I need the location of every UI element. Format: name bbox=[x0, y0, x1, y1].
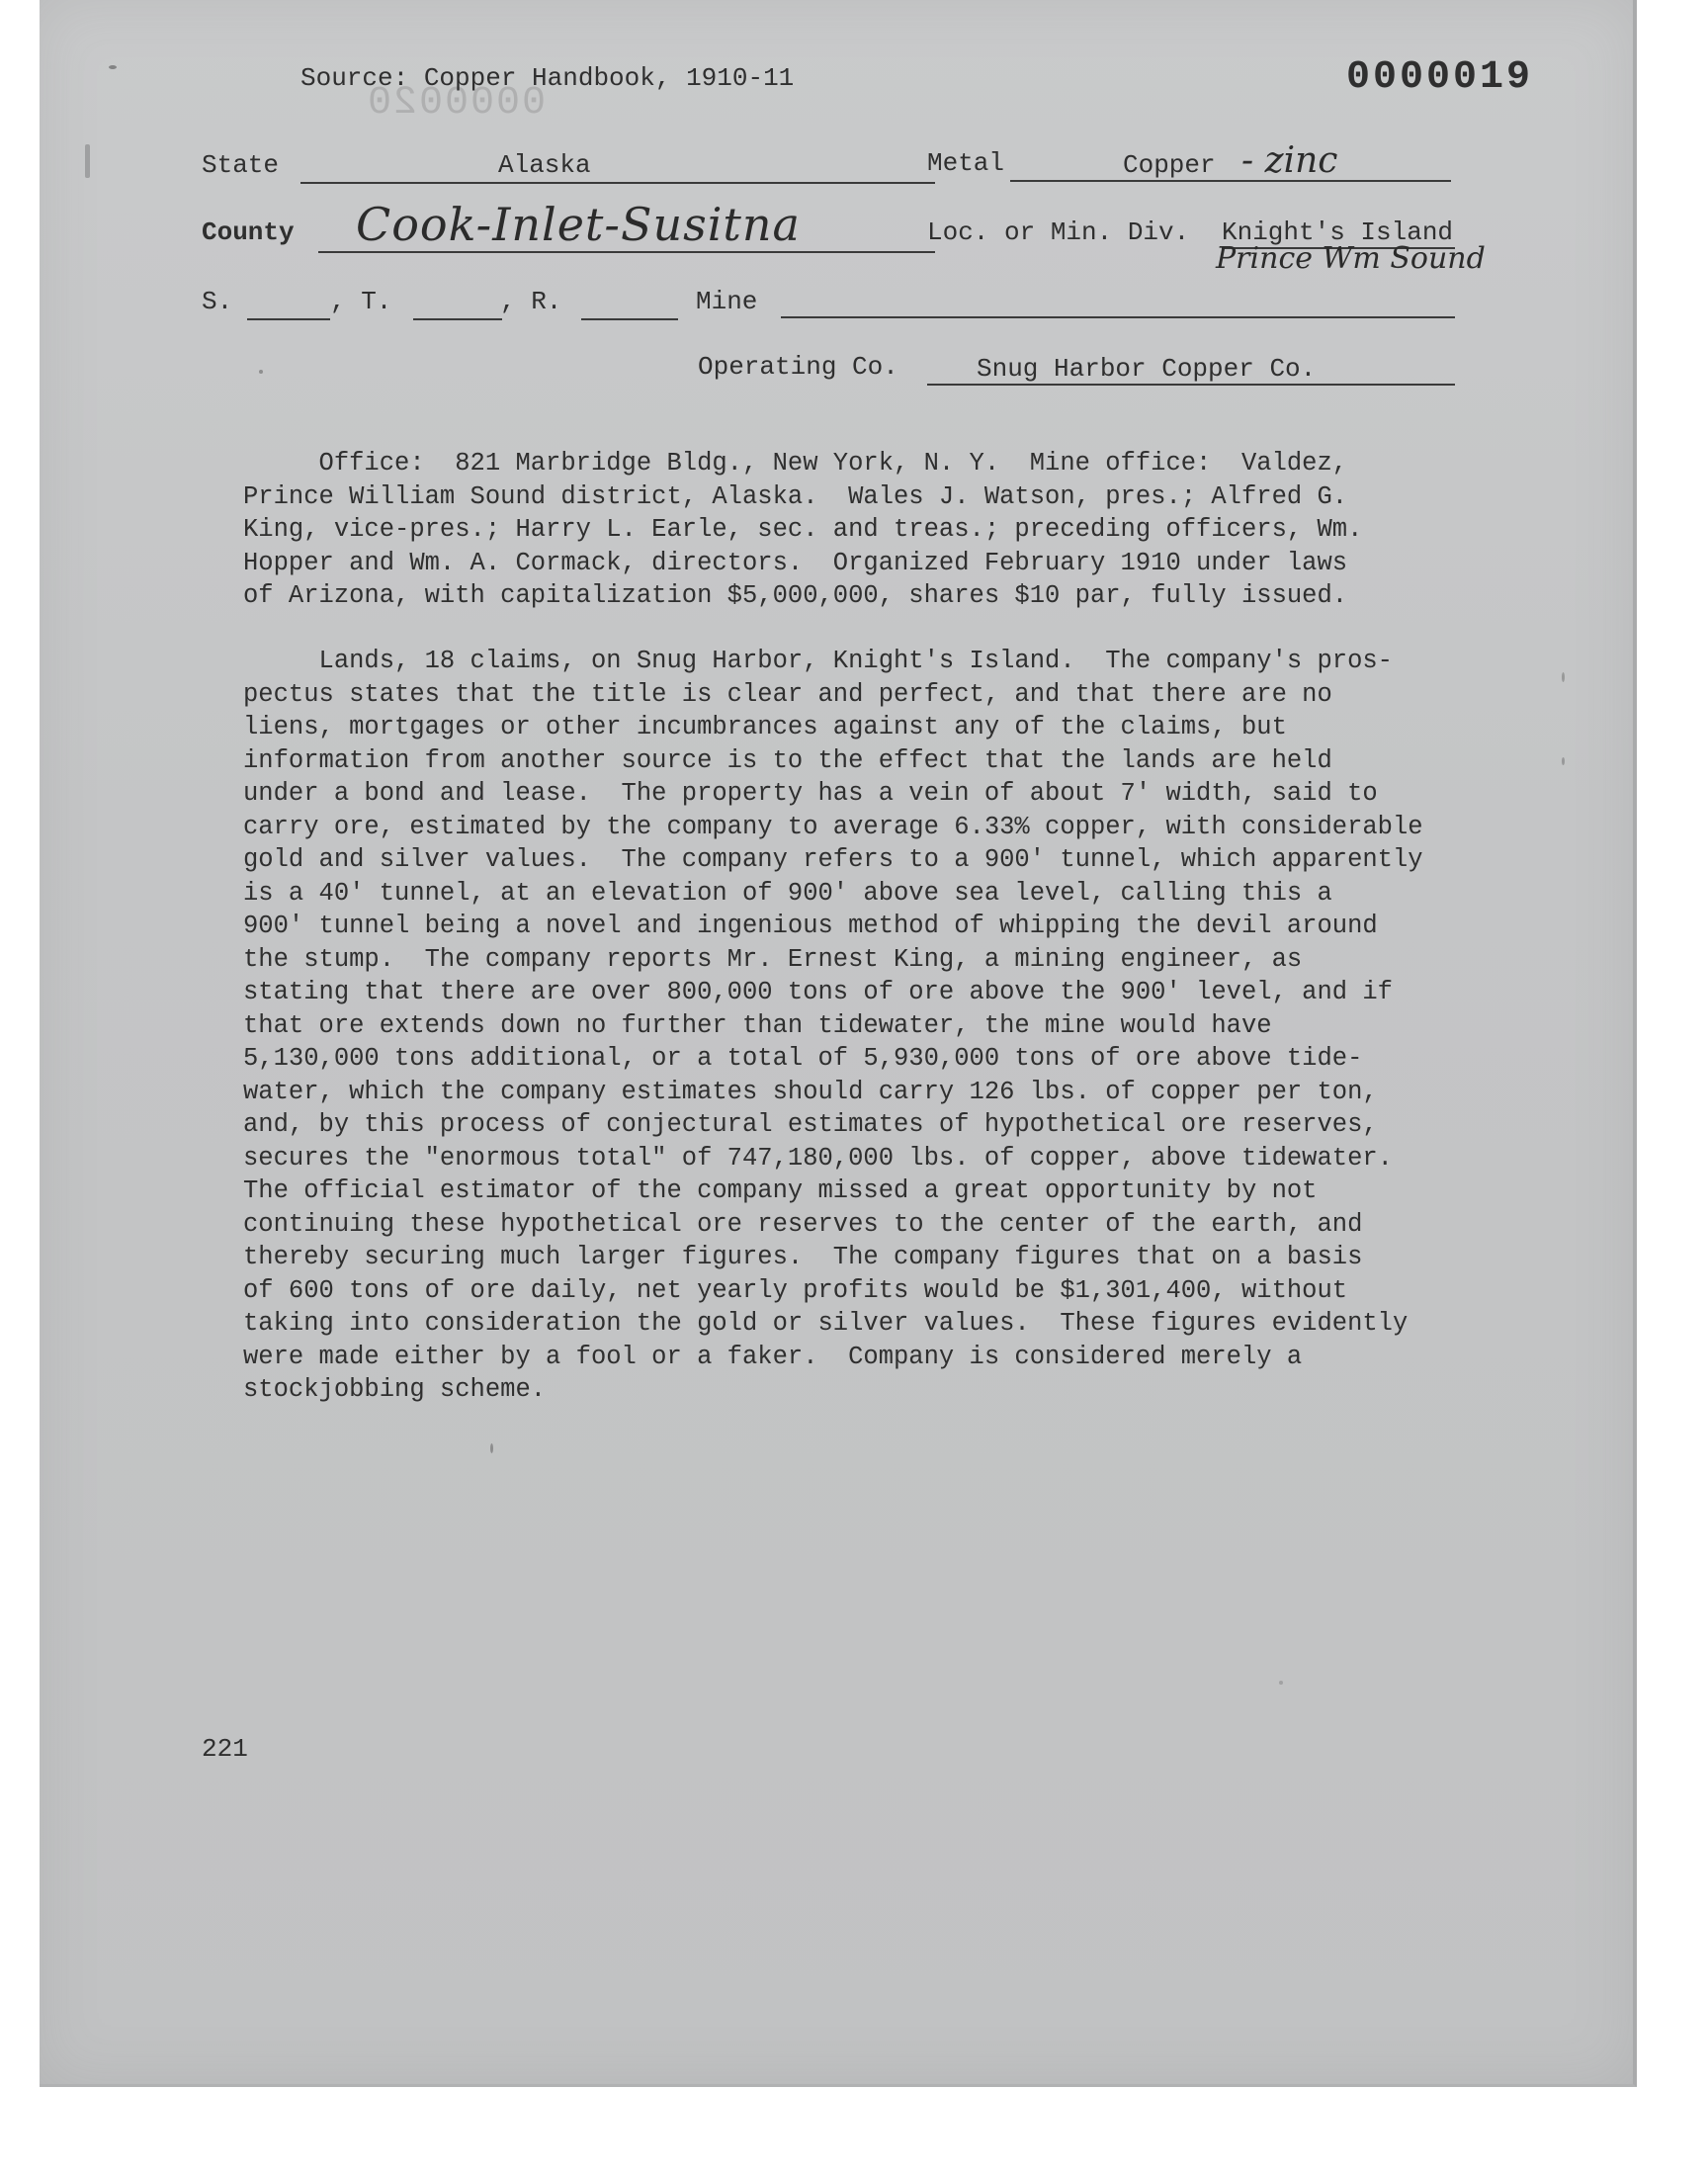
document-page bbox=[40, 0, 1637, 2087]
loc-label: Loc. or Min. Div. bbox=[927, 218, 1190, 247]
metal-underline bbox=[1010, 180, 1451, 182]
operating-co-label: Operating Co. bbox=[698, 352, 898, 382]
paragraph-lands: Lands, 18 claims, on Snug Harbor, Knight's Island. The company's pros- pectus states that the title is clear and perfect, and that there are no liens, mortgages or other incumbrances against any of the claims, but information from another source is to the effect that the lands are held under a bond and lease. The property has a vein of about 7' width, said to carry ore, estimated by the company to average 6.33% copper, with considerable gold and silver values. The company refers to a 900' tunnel, which apparently is a 40' tunnel, at an elevation of 900' above sea level, calling this a 900' tunnel being a novel and ingenious method of whipping the devil around the stump. The company reports Mr. Ernest King, a mining engineer, as stating that there are over 800,000 tons of ore above the 900' level, and if that ore extends down no further than tidewater, the mine would have 5,130,000 tons additional, or a total of 5,930,000 tons of ore above tide- water, which the company estimates should carry 126 lbs. of copper per ton, and, by this process of conjectural estimates of hypothetical ore reserves, secures the "enormous total" of 747,180,000 lbs. of copper, above tidewater. The official estimator of the company missed a great opportunity by not continuing these hypothetical ore reserves to the center of the earth, and thereby securing much larger figures. The company figures that on a basis of 600 tons of ore daily, net yearly profits would be $1,301,400, without taking into consideration the gold or silver values. These figures evidently were made either by a fool or a faker. Company is considered merely a stockjobbing scheme. bbox=[243, 647, 1423, 1404]
section-blank bbox=[247, 318, 330, 320]
metal-label: Metal bbox=[927, 148, 1005, 178]
county-handwritten-value: Cook-Inlet-Susitna bbox=[356, 198, 801, 251]
bleed-through-number: 0000020 bbox=[366, 81, 547, 126]
scan-speck bbox=[259, 370, 263, 374]
document-number: 0000019 bbox=[1346, 55, 1534, 100]
range-label: , R. bbox=[500, 287, 562, 316]
state-underline bbox=[300, 182, 935, 184]
metal-value: Copper bbox=[1123, 150, 1216, 180]
metal-handwritten-note: - zinc bbox=[1241, 140, 1338, 181]
county-underline bbox=[318, 251, 935, 253]
scan-speck bbox=[490, 1443, 493, 1453]
paragraph-office: Office: 821 Marbridge Bldg., New York, N. Y. Mine office: Valdez, Prince William Sound district, Alaska. Wales J. Watson, pres.; Alfred G. King, vice-pres.; Harry L. Earle, sec. and treas.; preceding officers, Wm. Hopper and Wm. A. Cormack, directors. Organized February 1910 under laws of Arizona, with capitalization $5,000,000, shares $10 par, fully issued. bbox=[243, 449, 1363, 610]
operating-co-value: Snug Harbor Copper Co. bbox=[977, 354, 1317, 384]
mine-blank bbox=[781, 316, 1455, 318]
mine-label: Mine bbox=[696, 287, 758, 316]
scan-speck bbox=[1279, 1681, 1283, 1685]
county-label: County bbox=[202, 218, 295, 247]
scan-speck bbox=[1562, 757, 1565, 765]
page-number: 221 bbox=[202, 1734, 248, 1764]
source-line: Source: Copper Handbook, 1910-11 bbox=[300, 63, 795, 93]
scan-speck bbox=[109, 65, 117, 69]
state-value: Alaska bbox=[498, 150, 591, 180]
township-blank bbox=[413, 318, 502, 320]
range-blank bbox=[581, 318, 678, 320]
section-label: S. bbox=[202, 287, 233, 316]
township-label: , T. bbox=[330, 287, 392, 316]
scan-speck bbox=[85, 144, 90, 178]
state-label: State bbox=[202, 150, 280, 180]
loc-value: Knight's Island bbox=[1222, 218, 1454, 247]
loc-handwritten-note: Prince Wm Sound bbox=[1216, 241, 1486, 276]
scan-speck bbox=[1562, 672, 1565, 682]
operating-co-underline bbox=[927, 384, 1455, 386]
